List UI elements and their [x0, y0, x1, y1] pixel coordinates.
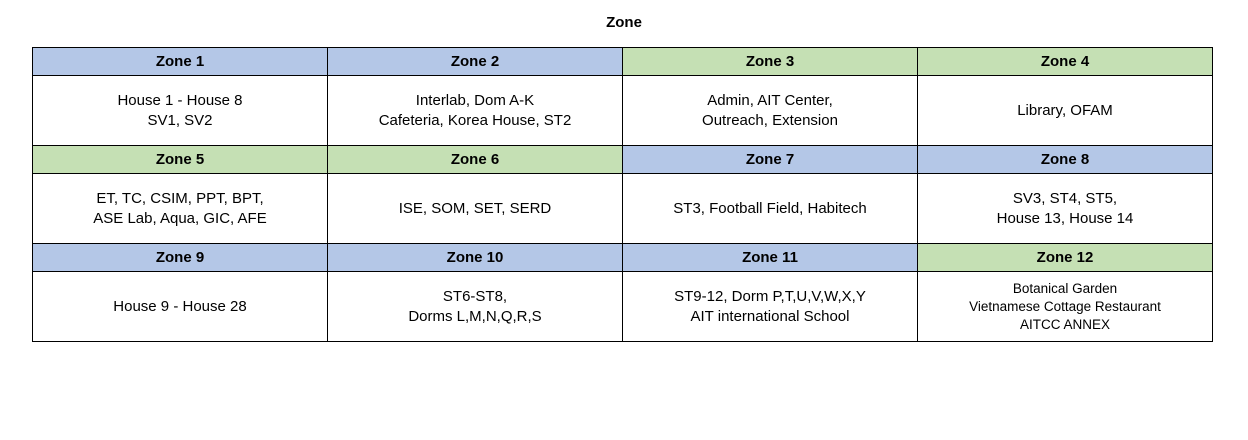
zone-locations: [328, 272, 623, 342]
zone-header: Zone 1: [33, 48, 328, 76]
zone-header: Zone 4: [918, 48, 1213, 76]
zone-locations: [328, 174, 623, 244]
location-line: AIT international School: [690, 307, 850, 325]
location-line: ASE Lab, Aqua, GIC, AFE: [93, 209, 267, 227]
location-line: SV1, SV2: [147, 111, 213, 129]
zone-header: Zone 12: [918, 244, 1213, 272]
zone-header: Zone 3: [623, 48, 918, 76]
zone-locations: [623, 272, 918, 342]
zone-header: Zone 7: [623, 146, 918, 174]
location-line: Admin, AIT Center,: [707, 91, 833, 109]
zone-header: Zone 5: [33, 146, 328, 174]
zone-header-row: [33, 244, 1213, 272]
zone-locations: [623, 174, 918, 244]
location-line: House 9 - House 28: [113, 297, 247, 315]
location-line: Cafeteria, Korea House, ST2: [378, 111, 572, 129]
location-line: ST9-12, Dorm P,T,U,V,W,X,Y: [674, 287, 866, 305]
location-line: AITCC ANNEX: [1019, 316, 1111, 332]
location-line: House 13, House 14: [996, 209, 1134, 227]
zone-header: Zone 9: [33, 244, 328, 272]
location-line: ET, TC, CSIM, PPT, BPT,: [96, 189, 264, 207]
location-line: Botanical Garden: [1012, 280, 1118, 296]
location-line: Library, OFAM: [1017, 101, 1113, 119]
zone-header-row: [33, 146, 1213, 174]
zone-locations: [918, 76, 1213, 146]
zone-locations: [33, 174, 328, 244]
zone-table: [32, 47, 1213, 342]
location-line: House 1 - House 8: [117, 91, 243, 109]
location-line: ISE, SOM, SET, SERD: [398, 199, 552, 217]
zone-header: Zone 11: [623, 244, 918, 272]
zone-locations: [918, 272, 1213, 342]
zone-header: Zone 2: [328, 48, 623, 76]
location-line: Outreach, Extension: [702, 111, 838, 129]
zone-header: Zone 8: [918, 146, 1213, 174]
zone-locations: [623, 76, 918, 146]
page-title: Zone: [606, 14, 642, 31]
zone-content-row: [33, 174, 1213, 244]
location-line: Vietnamese Cottage Restaurant: [969, 298, 1161, 314]
location-line: Interlab, Dom A-K: [415, 91, 535, 109]
zone-locations: [33, 76, 328, 146]
location-line: Dorms L,M,N,Q,R,S: [408, 307, 542, 325]
zone-header: Zone 10: [328, 244, 623, 272]
zone-locations: [918, 174, 1213, 244]
zone-header-row: [33, 48, 1213, 76]
zone-header: Zone 6: [328, 146, 623, 174]
location-line: ST3, Football Field, Habitech: [673, 199, 867, 217]
zone-locations: [328, 76, 623, 146]
location-line: ST6-ST8,: [442, 287, 508, 305]
zone-locations: [33, 272, 328, 342]
zone-content-row: [33, 272, 1213, 342]
zone-content-row: [33, 76, 1213, 146]
location-line: SV3, ST4, ST5,: [1012, 189, 1118, 207]
